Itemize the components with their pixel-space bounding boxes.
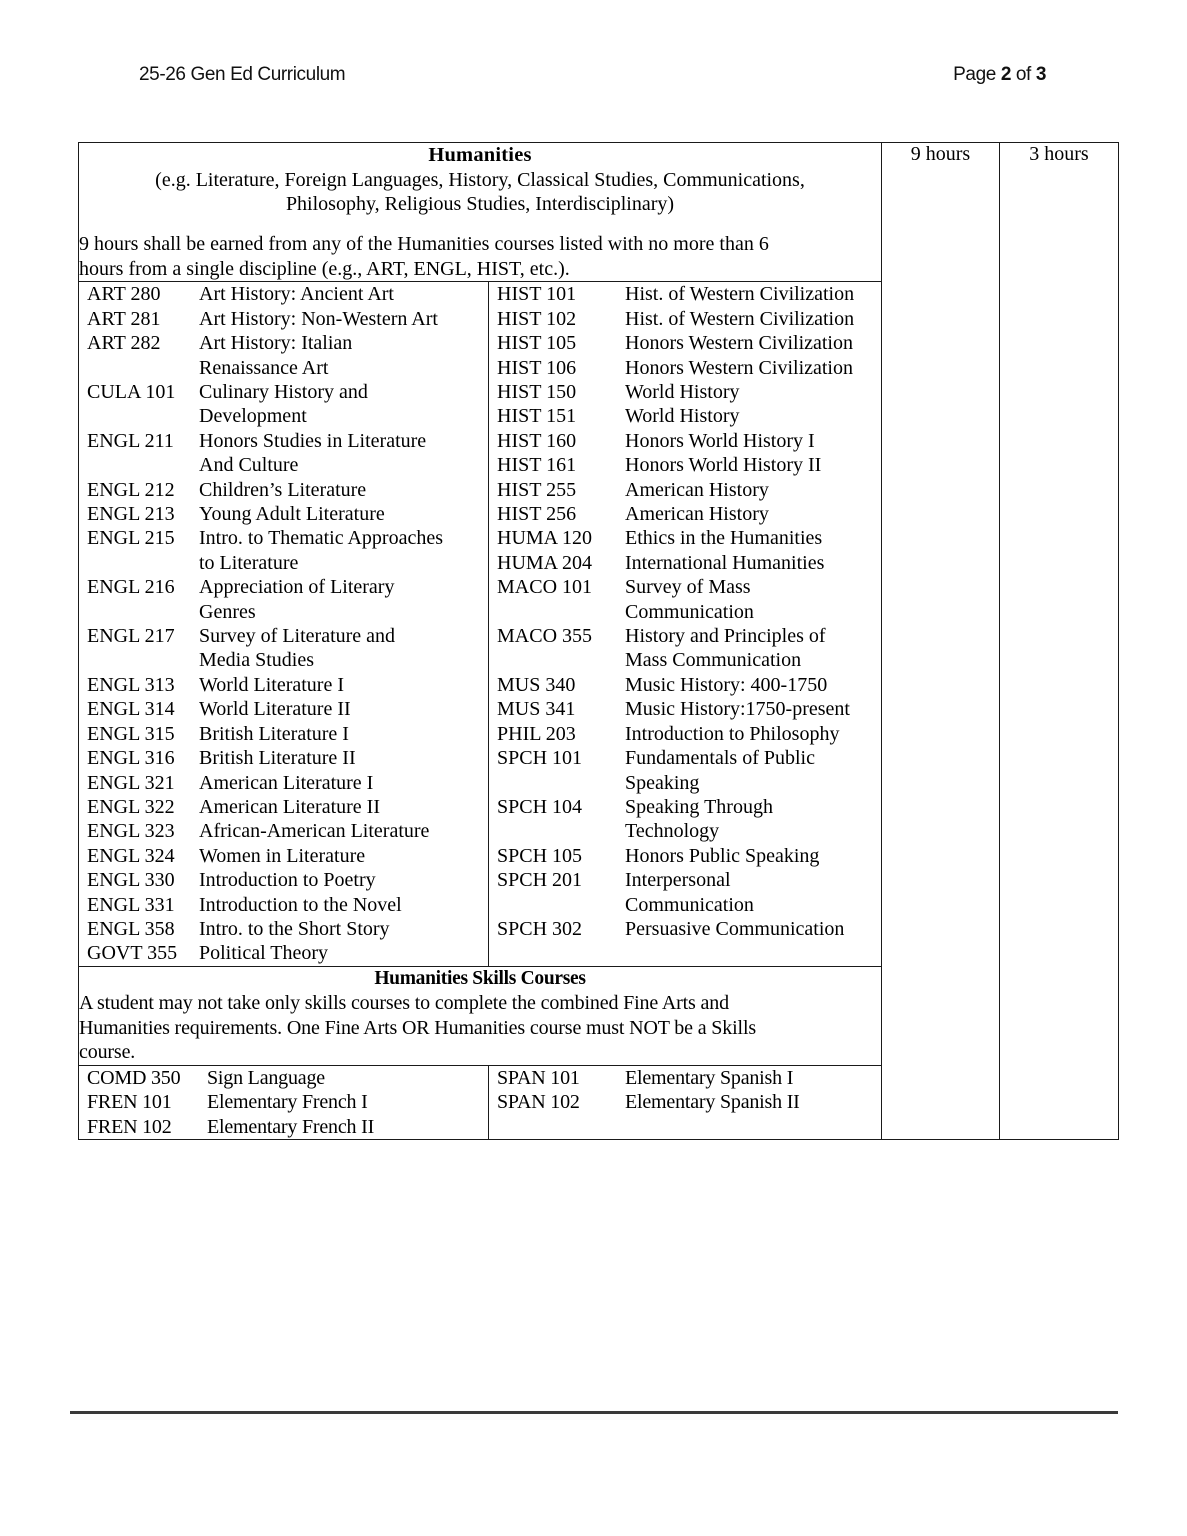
course-title: Young Adult Literature (199, 503, 385, 526)
course-title: Mass Communication (625, 649, 802, 672)
course-title: Culinary History and (199, 381, 368, 403)
course-code: CULA 101 (87, 381, 176, 403)
course-code: ENGL 217 (87, 625, 175, 648)
course-row (79, 307, 488, 331)
course-title: American History (625, 478, 769, 501)
course-title: Media Studies (199, 649, 314, 672)
course-code: MACO 355 (497, 625, 593, 648)
course-row (79, 771, 488, 795)
course-code: COMD 350 (87, 1066, 181, 1089)
course-title: World Literature II (199, 698, 351, 721)
course-code: ENGL 358 (87, 917, 175, 940)
course-row (79, 722, 488, 746)
course-row (79, 648, 488, 672)
course-code: ENGL 322 (87, 795, 175, 818)
course-title: Appreciation of Literary (199, 576, 395, 599)
course-row (489, 478, 881, 502)
course-row (489, 380, 881, 404)
course-title: Elementary French II (207, 1115, 375, 1138)
course-row (489, 502, 881, 526)
page-number: 2 (1000, 64, 1011, 85)
course-code: ENGL 213 (87, 503, 175, 526)
course-row (489, 795, 881, 819)
course-row (489, 1090, 881, 1114)
course-code: ENGL 211 (87, 429, 174, 452)
course-row (489, 404, 881, 428)
course-row (79, 380, 488, 404)
course-row (489, 771, 881, 795)
course-code: HIST 256 (497, 503, 577, 526)
section-header-row (79, 143, 1119, 282)
hours-secondary-cell: 3 hours (1000, 143, 1119, 1140)
skills-header-cell (79, 966, 882, 1065)
course-code: FREN 102 (87, 1115, 172, 1138)
footer-rule (70, 1411, 1118, 1414)
course-code: ART 280 (87, 283, 161, 306)
course-row (79, 600, 488, 624)
course-row (489, 453, 881, 477)
section-subtitle-line1: (e.g. Literature, Foreign Languages, History, Classical Studies, Communications, (155, 169, 805, 191)
course-code: ART 282 (87, 332, 161, 355)
skills-note-line2: Humanities requirements. One Fine Arts OR Humanities course must NOT be a Skills (79, 1016, 756, 1039)
course-code: MACO 101 (497, 576, 593, 599)
course-code: HIST 161 (497, 454, 577, 477)
course-code: HUMA 120 (497, 527, 593, 550)
course-row (79, 624, 488, 648)
course-row (489, 893, 881, 917)
course-title: Persuasive Communication (625, 917, 845, 940)
course-row (79, 1115, 488, 1139)
page-header (139, 64, 1046, 86)
section-note (79, 232, 881, 282)
course-title: Genres (199, 600, 256, 623)
course-code: PHIL 203 (497, 722, 576, 745)
course-title: Fundamentals of Public (625, 747, 815, 770)
course-code: SPCH 105 (497, 844, 583, 867)
course-row (489, 624, 881, 648)
skills-list-right (489, 1065, 882, 1139)
course-code: ENGL 330 (87, 869, 175, 892)
course-title: And Culture (199, 454, 299, 477)
course-code: SPCH 302 (497, 917, 583, 940)
section-title: Humanities (428, 144, 532, 166)
course-title: Art History: Non-Western Art (199, 307, 438, 330)
course-code: SPAN 102 (497, 1091, 580, 1114)
course-title: Honors Studies in Literature (199, 429, 427, 452)
course-title: Hist. of Western Civilization (625, 307, 855, 330)
course-row (489, 722, 881, 746)
course-title: African-American Literature (199, 820, 430, 843)
course-code: ENGL 323 (87, 820, 175, 843)
page-of-label: of (1015, 64, 1031, 85)
section-header-cell (79, 143, 882, 282)
course-title: Survey of Mass (625, 576, 751, 599)
course-row (489, 746, 881, 770)
course-title: Technology (625, 820, 720, 843)
course-title: Political Theory (199, 942, 329, 965)
course-title: Honors Public Speaking (625, 844, 820, 867)
course-code: ENGL 331 (87, 893, 175, 916)
course-row (489, 551, 881, 575)
course-code: GOVT 355 (87, 942, 178, 965)
skills-note-line3: course. (79, 1041, 136, 1064)
document-title: 25-26 Gen Ed Curriculum (139, 64, 346, 85)
course-title: Honors World History I (625, 429, 815, 452)
course-row (79, 746, 488, 770)
course-title: Speaking Through (625, 795, 773, 818)
course-title: Ethics in the Humanities (625, 527, 823, 550)
course-title: Children’s Literature (199, 478, 367, 501)
course-code: HIST 150 (497, 381, 577, 403)
course-row (489, 1066, 881, 1090)
course-row (79, 1066, 488, 1090)
course-code: HIST 105 (497, 332, 577, 355)
course-row (79, 429, 488, 453)
course-row (489, 526, 881, 550)
course-row (489, 307, 881, 331)
course-code: ENGL 324 (87, 844, 175, 867)
course-row (79, 819, 488, 843)
course-code: ART 281 (87, 307, 161, 330)
page-label: Page (953, 64, 996, 85)
course-title: British Literature II (199, 747, 356, 770)
course-list-left (79, 282, 489, 966)
course-row (79, 331, 488, 355)
course-code: HUMA 204 (497, 551, 593, 574)
course-code: ENGL 215 (87, 527, 175, 550)
course-row (79, 673, 488, 697)
course-title: Hist. of Western Civilization (625, 283, 855, 306)
course-title: British Literature I (199, 722, 349, 745)
course-row (79, 697, 488, 721)
course-title: World History (625, 405, 740, 428)
course-title: History and Principles of (625, 625, 826, 648)
course-row (489, 429, 881, 453)
course-row (489, 917, 881, 941)
hours-required-cell: 9 hours (882, 143, 1000, 1140)
course-row (79, 453, 488, 477)
course-row (79, 356, 488, 380)
course-row (489, 697, 881, 721)
course-title: Elementary Spanish II (625, 1091, 800, 1114)
course-list-right (489, 282, 882, 966)
course-title: International Humanities (625, 551, 825, 574)
course-title: Interpersonal (625, 869, 731, 892)
course-title: Renaissance Art (199, 356, 329, 379)
course-title: World History (625, 381, 740, 403)
course-code: HIST 160 (497, 429, 577, 452)
course-title: Music History: 400-1750 (625, 673, 828, 696)
course-title: Art History: Italian (199, 332, 353, 355)
course-code: HIST 255 (497, 478, 577, 501)
course-title: Art History: Ancient Art (199, 283, 394, 306)
course-title: Introduction to Philosophy (625, 722, 840, 745)
course-title: Introduction to the Novel (199, 893, 402, 916)
course-title: American History (625, 503, 769, 526)
course-code: HIST 102 (497, 307, 577, 330)
section-note-line1: 9 hours shall be earned from any of the Humanities courses listed with no more than 6 (79, 232, 769, 255)
course-row (79, 941, 488, 965)
course-title: Communication (625, 893, 754, 916)
skills-title: Humanities Skills Courses (374, 967, 586, 989)
course-title: Speaking (625, 771, 700, 794)
course-code: ENGL 216 (87, 576, 175, 599)
course-code: HIST 151 (497, 405, 577, 428)
course-code: ENGL 315 (87, 722, 175, 745)
course-row (79, 893, 488, 917)
course-title: American Literature I (199, 771, 374, 794)
course-row (79, 868, 488, 892)
course-code: SPCH 201 (497, 869, 583, 892)
course-row (79, 502, 488, 526)
course-title: Honors Western Civilization (625, 356, 853, 379)
course-row (79, 551, 488, 575)
course-code: ENGL 314 (87, 698, 175, 721)
course-code: HIST 106 (497, 356, 577, 379)
course-code: ENGL 212 (87, 478, 175, 501)
course-title: Intro. to Thematic Approaches (199, 527, 444, 550)
course-code: MUS 341 (497, 698, 576, 721)
course-code: ENGL 316 (87, 747, 175, 770)
course-code: SPCH 104 (497, 795, 583, 818)
course-code: HIST 101 (497, 283, 577, 306)
course-row (79, 917, 488, 941)
course-title: Elementary Spanish I (625, 1066, 794, 1089)
course-title: Elementary French I (207, 1091, 368, 1114)
course-title: Honors World History II (625, 454, 822, 477)
course-title: to Literature (199, 551, 299, 574)
course-row (489, 575, 881, 599)
course-row (79, 478, 488, 502)
course-title: Women in Literature (199, 844, 366, 867)
gen-ed-requirements-table (78, 142, 1119, 1140)
skills-note-line1: A student may not take only skills courses to complete the combined Fine Arts and (79, 992, 729, 1015)
course-row (79, 282, 488, 306)
course-title: Music History:1750-present (625, 698, 850, 721)
course-row (489, 282, 881, 306)
course-code: ENGL 321 (87, 771, 175, 794)
course-row (79, 526, 488, 550)
course-title: Survey of Literature and (199, 625, 396, 648)
course-title: Honors Western Civilization (625, 332, 853, 355)
course-row (489, 868, 881, 892)
course-row (79, 404, 488, 428)
course-title: Introduction to Poetry (199, 869, 376, 892)
course-row (489, 356, 881, 380)
course-row (489, 648, 881, 672)
course-title: Intro. to the Short Story (199, 917, 390, 940)
course-title: Development (199, 405, 307, 428)
course-row (489, 600, 881, 624)
course-row (79, 575, 488, 599)
course-title: American Literature II (199, 795, 381, 818)
course-row (79, 844, 488, 868)
course-title: World Literature I (199, 673, 344, 696)
course-row (489, 819, 881, 843)
course-title: Sign Language (207, 1066, 325, 1089)
course-row (79, 1090, 488, 1114)
course-code: SPCH 101 (497, 747, 583, 770)
section-note-line2: hours from a single discipline (e.g., ART, ENGL, HIST, etc.). (79, 257, 570, 280)
course-code: MUS 340 (497, 673, 576, 696)
course-row (79, 795, 488, 819)
course-row (489, 331, 881, 355)
course-row (489, 673, 881, 697)
course-code: SPAN 101 (497, 1066, 580, 1089)
course-row (489, 844, 881, 868)
course-code: FREN 101 (87, 1091, 172, 1114)
page-total: 3 (1035, 64, 1046, 85)
skills-list-left (79, 1065, 489, 1139)
page-indicator (953, 64, 1046, 86)
section-subtitle-line2: Philosophy, Religious Studies, Interdisciplinary) (285, 193, 675, 216)
course-code: ENGL 313 (87, 673, 175, 696)
course-title: Communication (625, 600, 754, 623)
